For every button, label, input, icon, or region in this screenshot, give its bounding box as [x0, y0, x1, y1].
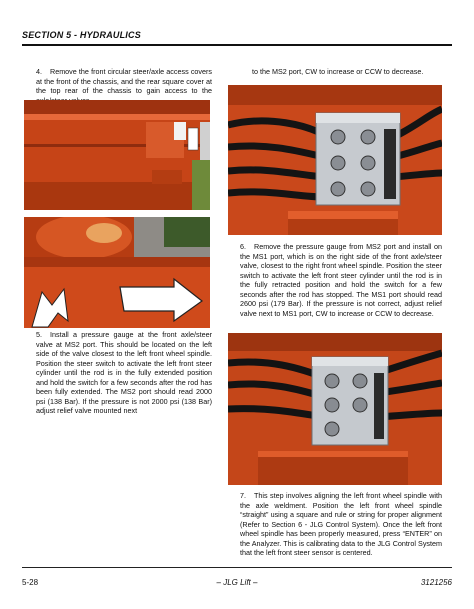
step-text: Remove the front circular steer/axle access covers at the front of the chassis, and the rear square cover at the top rear of the chassis to gain access to the	[36, 67, 212, 95]
footer-rule	[22, 567, 452, 568]
step-number: 5.	[36, 330, 42, 339]
chassis-top-image	[24, 217, 210, 328]
step-5	[36, 330, 212, 416]
page-number: 5-28	[22, 578, 39, 587]
step-number: 6.	[240, 242, 246, 251]
step-text: This step involves aligning the left front wheel spindle with the axle weldment. Position the left front wheel spindle “straight” using a square and rule or string for proper alignment (Refer to Section 6 - JLG Control System). Once the left front wheel spindle has been properly measured, press “ENTER” on the Analyzer. This is calibrating data to the JLG Control System that the left front steer sensor is centered.	[240, 491, 442, 557]
header-rule	[22, 44, 452, 46]
photo-valve-ms2	[228, 85, 442, 235]
step-5-continued	[252, 67, 442, 77]
photo-chassis-top	[24, 217, 210, 328]
valve-ms2-image	[228, 85, 442, 235]
photo-chassis-side	[24, 100, 210, 210]
step-text: Install a pressure gauge at the front axle/steer valve at MS2 port. This should be located on the left side of the valve closest to the left front wheel spindle. Position the steer switch to activate the left front steer cylinder until the rod is in the fully extended position and hold the switch for a few seconds after the rod has been fully extended. The MS2 port should read 2000 psi (138 Bar). If the pressure is not 2000 psi (138 Bar) adjust relief valve mounted next	[36, 330, 212, 415]
document-number: 3121256	[420, 578, 452, 587]
valve-ms1-image	[228, 333, 442, 485]
photo-valve-ms1	[228, 333, 442, 485]
step-7	[240, 491, 442, 558]
step-number: 4.	[36, 67, 42, 76]
step-number: 7.	[240, 491, 246, 500]
step-6	[240, 242, 442, 318]
step-text: to the MS2 port, CW to increase or CCW to decrease.	[252, 67, 424, 76]
section-header: SECTION 5 - HYDRAULICS	[22, 30, 141, 40]
chassis-side-image	[24, 100, 210, 210]
footer-brand: – JLG Lift –	[216, 578, 258, 587]
step-text: Remove the pressure gauge from MS2 port and install on the MS1 port, which is on the right side of the front axle/steer valve, closest to the right front wheel spindle. Position the steer switch to activate the left front steer cylinder until the rod is in the fully retracted position and hold the switch for a few seconds after the rod has stopped. The MS1 port should read 2600 psi (179 Bar). If the pressure is not correct, adjust relief valve next to MS1 port, CW to increase or CCW to decrease.	[240, 242, 442, 318]
